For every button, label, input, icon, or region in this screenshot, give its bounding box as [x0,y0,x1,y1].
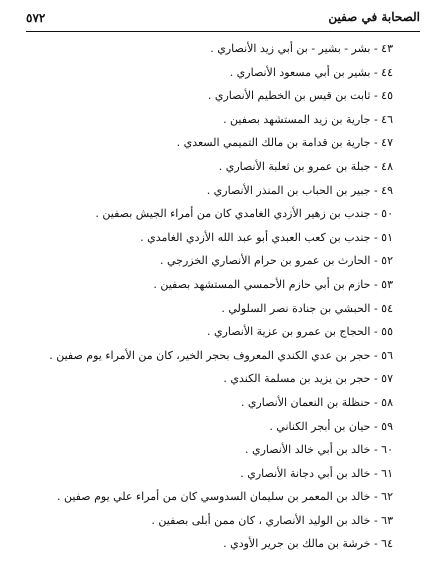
page-number: ٥٧٢ [26,11,46,25]
list-item: ٥٨ - حنظلة بن النعمان الأنصاري . [240,395,393,409]
list-item: ٤٩ - جبير بن الحباب بن المنذر الأنصاري . [206,183,393,197]
list-item: ٤٤ - بشير بن أبي مسعود الأنصاري . [229,65,393,79]
list-item: ٤٧ - جارية بن قدامة بن مالك التميمي السعدي . [176,136,393,150]
list-item: ٤٥ - ثابت بن قيس بن الخطيم الأنصاري . [207,89,393,103]
list-item: ٥٤ - الحبشي بن جنادة نصر السلولي . [221,301,393,315]
list-item: ٥٩ - حيان بن أبجر الكناني . [269,419,393,433]
list-item: ٥٧ - حجر بن يزيد بن مسلمة الكندي . [223,372,393,386]
list-item: ٦٠ - خالد بن أبي خالد الأنصاري . [245,443,393,457]
list-item: ٦٢ - خالد بن المعمر بن سليمان السدوسي كان من أمراء علي يوم صفين . [56,490,393,504]
list-item: ٤٨ - جبلة بن عمرو بن ثعلبة الأنصاري . [218,159,393,173]
running-title: الصحابة في صفين [328,10,420,24]
list-item: ٦٤ - خرشة بن مالك بن جرير الأودي . [223,537,393,551]
list-item: ٥٥ - الحجاج بن عمرو بن عزية الأنصاري . [206,325,393,339]
list-item: ٥٣ - حازم بن أبي حازم الأحمسي المستشهد بصفين . [153,277,393,291]
list-item: ٥٦ - حجر بن عدي الكندي المعروف بحجر الخير، كان من الأمراء يوم صفين . [49,348,393,362]
list-item: ٤٦ - جارية بن زيد المستشهد بصفين . [223,112,393,126]
list-item: ٥٢ - الحارث بن عمرو بن حرام الأنصاري الخزرجي . [159,254,393,268]
list-item: ٦٣ - خالد بن الوليد الأنصاري ، كان ممن أبلى بصفين . [151,513,393,527]
list-item: ٦١ - خالد بن أبي دجانة الأنصاري . [240,466,393,480]
page-header [26,8,420,32]
list-item: ٥١ - جندب بن كعب العبدي أبو عبد الله الأزدي الغامدي . [140,230,393,244]
list-item: ٤٣ - بشر - بشير - بن أبي زيد الأنصاري . [210,42,393,55]
header-rule [26,31,420,32]
companion-list [23,37,393,556]
list-item: ٥٠ - جندب بن زهير الأزدي الغامدي كان من أمراء الجيش بصفين . [95,207,393,221]
